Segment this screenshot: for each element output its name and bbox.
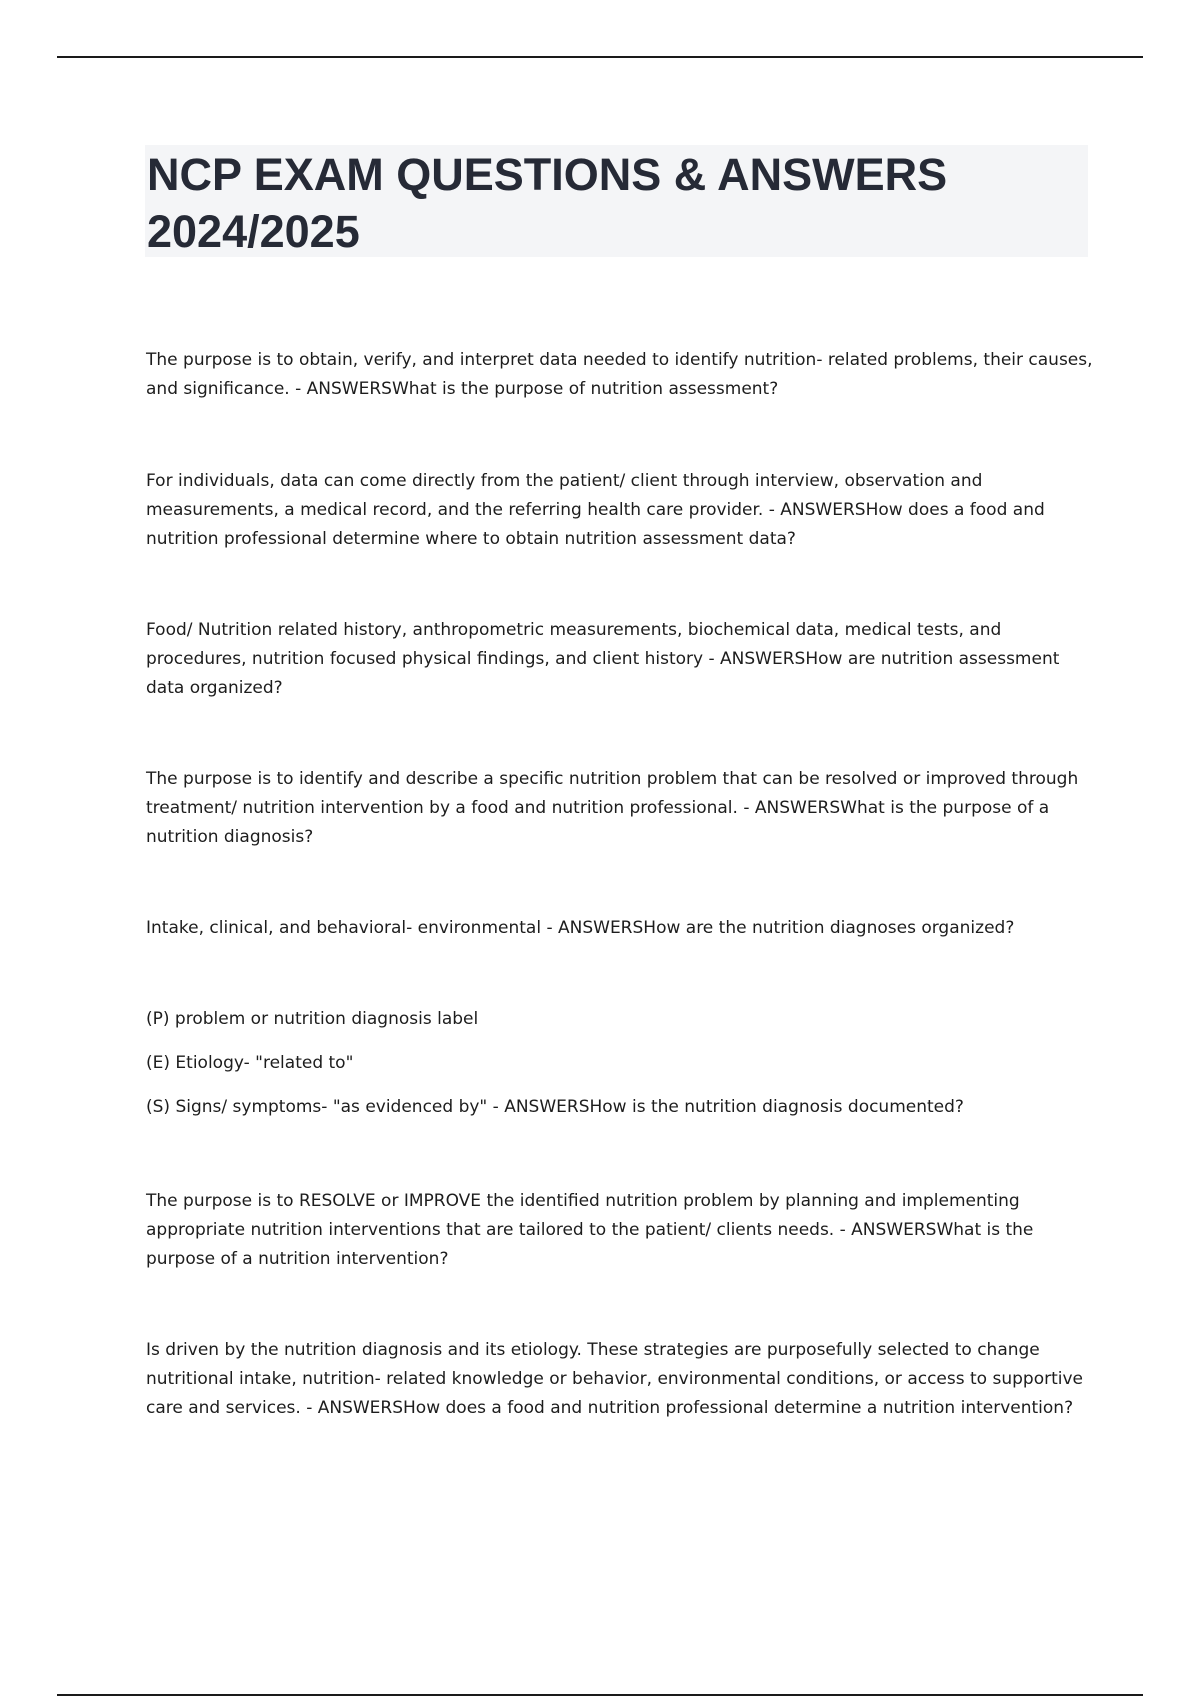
qa-item [146, 467, 1096, 554]
top-divider [57, 56, 1143, 58]
bottom-divider [57, 1694, 1143, 1696]
page-title: NCP EXAM QUESTIONS & ANSWERS 2024/2025 [147, 149, 948, 257]
qa-item [146, 914, 1096, 943]
qa-text: Intake, clinical, and behavioral- environmental - ANSWERSHow are the nutrition diagnoses organized? [146, 918, 1015, 938]
qa-text: For individuals, data can come directly from the patient/ client through interview, observation and measurements, a medical record, and the referring health care provider. - ANSWERSHow does a food and nutrition professional determine where to obtain nutrition assessment data? [146, 471, 1045, 549]
qa-line: (P) problem or nutrition diagnosis label [146, 1009, 479, 1029]
qa-item [146, 346, 1096, 404]
qa-text: Food/ Nutrition related history, anthropometric measurements, biochemical data, medical tests, and procedures, nutrition focused physical findings, and client history - ANSWERSHow are nutrition assessment data organized? [146, 620, 1060, 698]
qa-text: The purpose is to RESOLVE or IMPROVE the identified nutrition problem by planning and implementing appropriate nutrition interventions that are tailored to the patient/ clients needs. - ANSWERSWhat is the purpose of a nutrition intervention? [146, 1191, 1034, 1269]
qa-line: (S) Signs/ symptoms- "as evidenced by" - ANSWERSHow is the nutrition diagnosis documented? [146, 1097, 964, 1117]
qa-text: The purpose is to obtain, verify, and interpret data needed to identify nutrition- related problems, their causes, and significance. - ANSWERSWhat is the purpose of nutrition assessment? [146, 350, 1093, 399]
qa-item [146, 765, 1096, 852]
qa-line: (E) Etiology- "related to" [146, 1053, 354, 1073]
qa-item [146, 616, 1096, 703]
qa-text: Is driven by the nutrition diagnosis and its etiology. These strategies are purposefully selected to change nutritional intake, nutrition- related knowledge or behavior, environmental conditions, or access to supportive care and services. - ANSWERSHow does a food and nutrition professional determine a nutrition intervention? [146, 1340, 1083, 1418]
qa-item-pes [146, 1005, 1096, 1122]
qa-text: The purpose is to identify and describe a specific nutrition problem that can be resolved or improved through treatment/ nutrition intervention by a food and nutrition professional. - ANSWERSWhat is the purpose of a nutrition diagnosis? [146, 769, 1079, 847]
qa-item [146, 1187, 1096, 1274]
qa-item [146, 1336, 1096, 1423]
